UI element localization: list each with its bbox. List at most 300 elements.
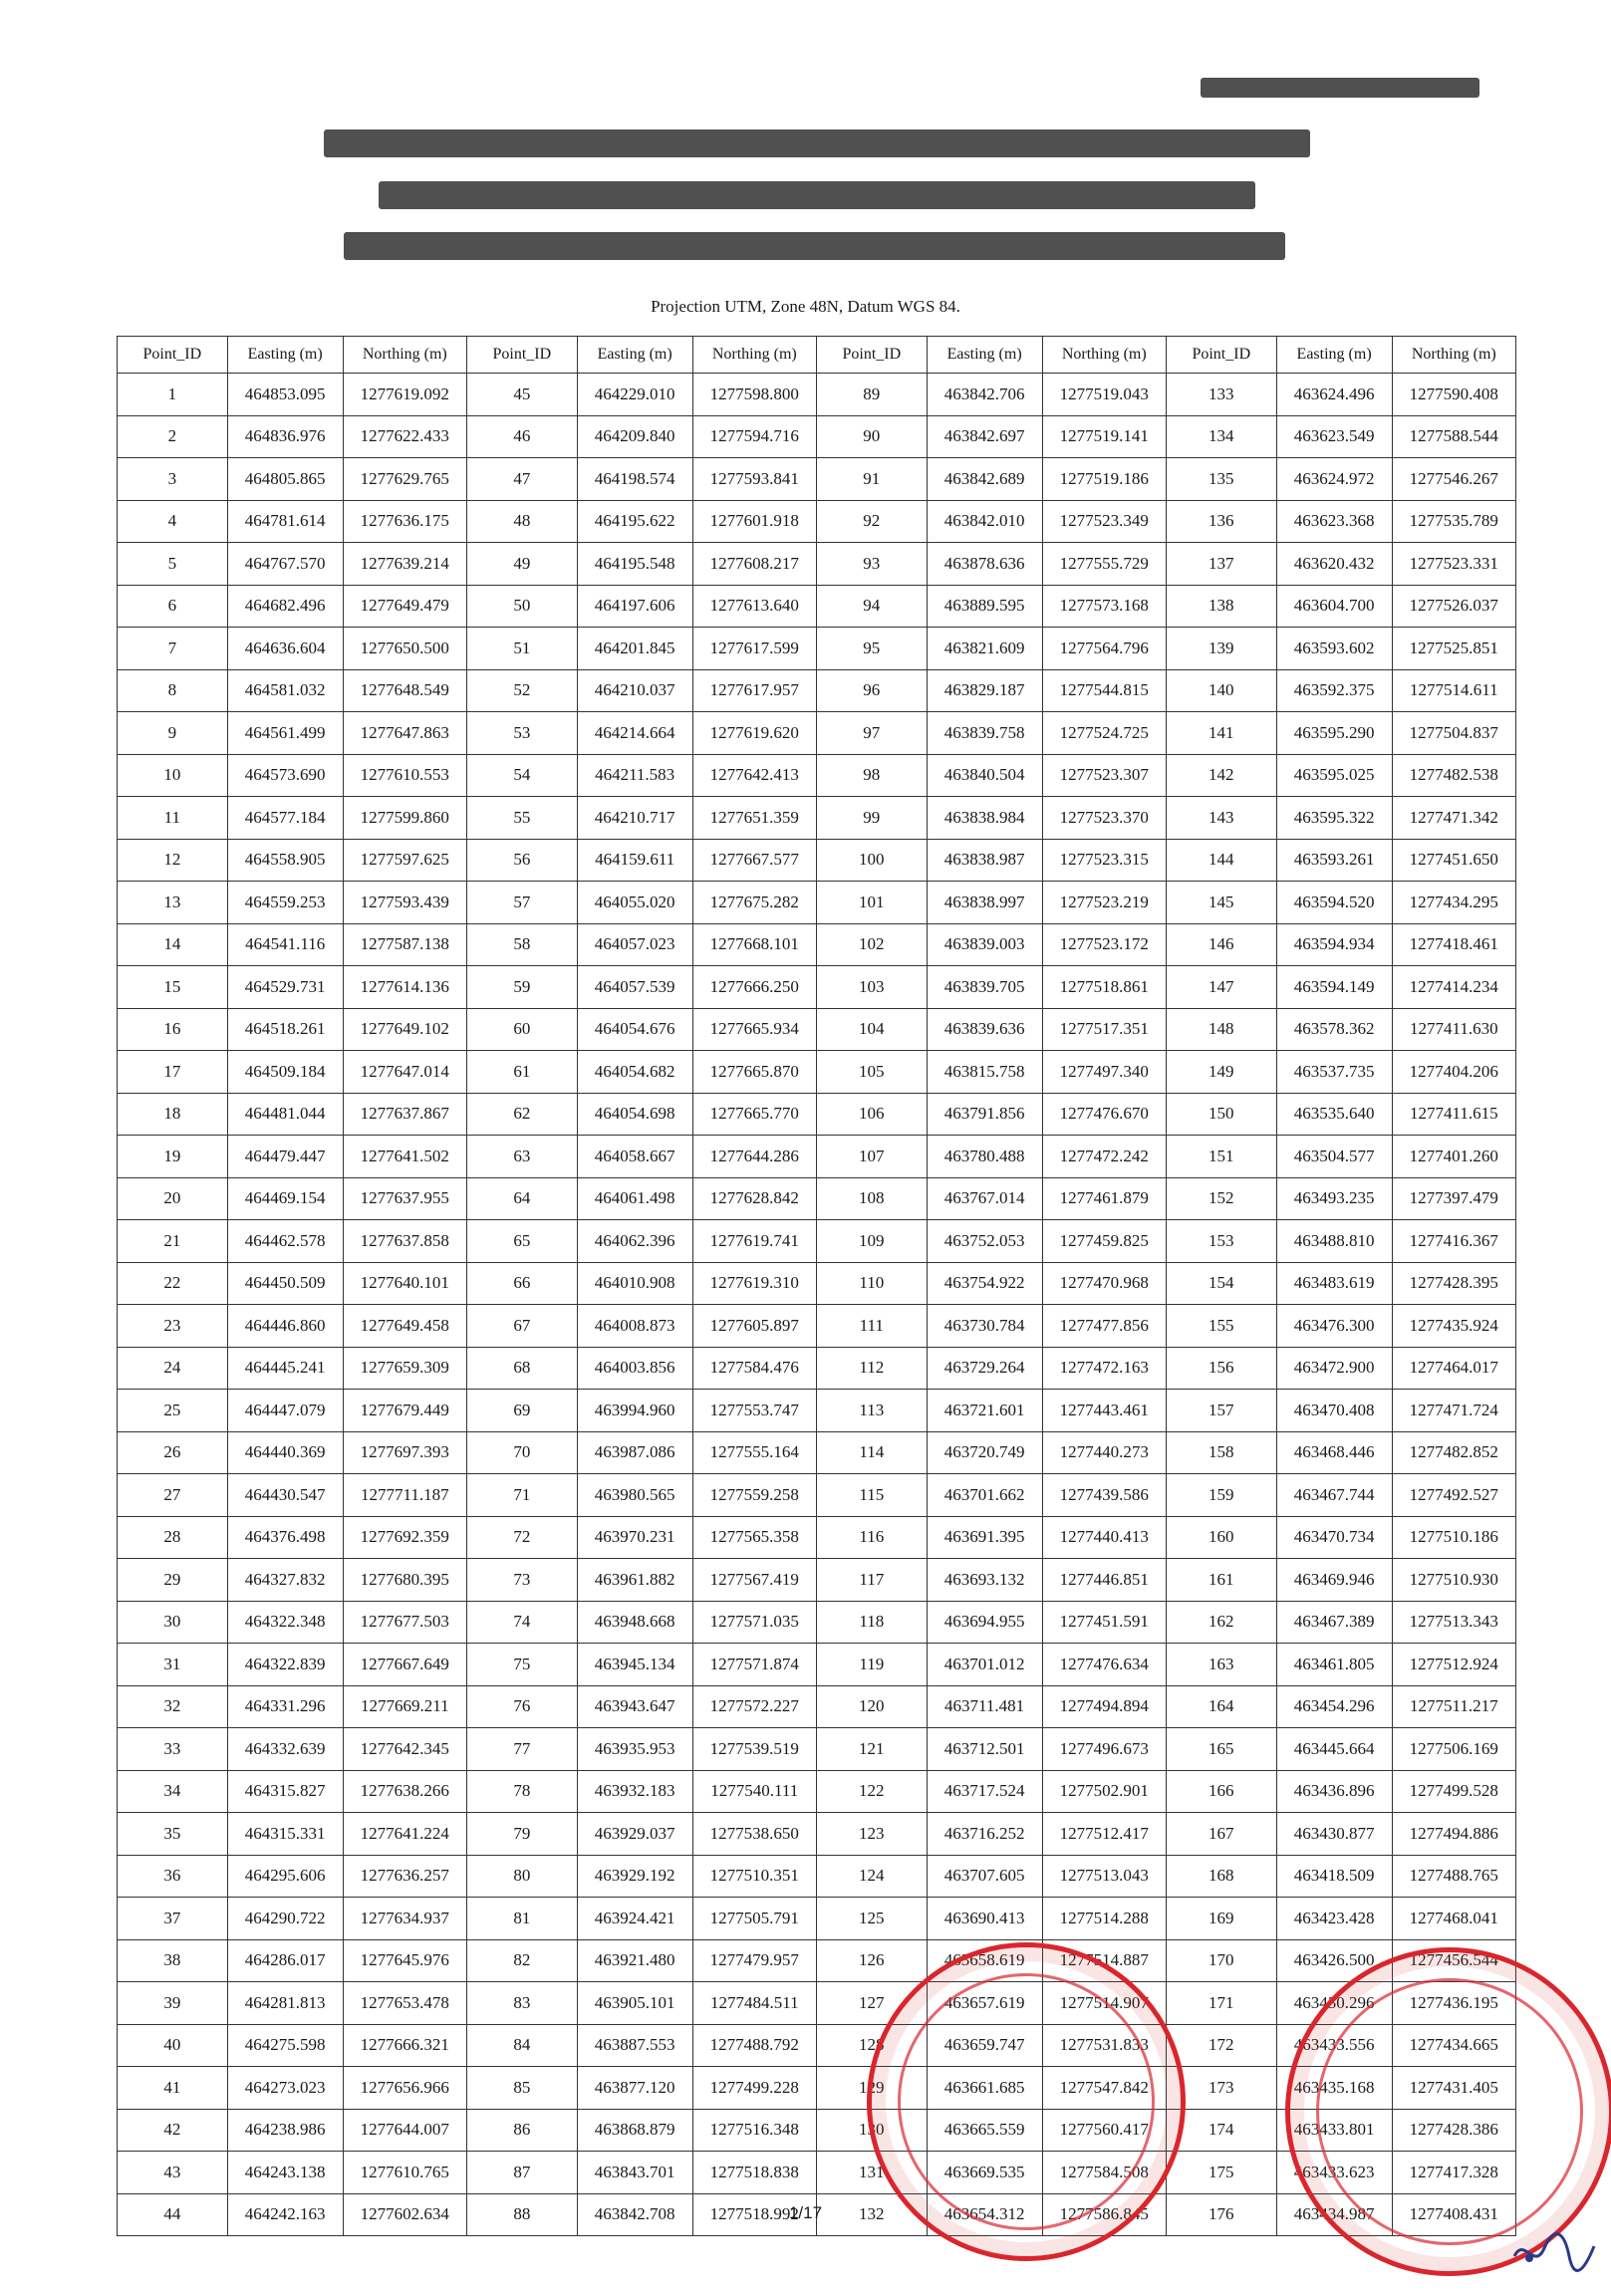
coordinates-table xyxy=(117,336,1516,2236)
table-cell: 110 xyxy=(816,1262,927,1305)
table-cell: 1277669.211 xyxy=(343,1685,466,1728)
table-row xyxy=(118,1390,1516,1432)
table-cell: 1277634.937 xyxy=(343,1898,466,1940)
table-cell: 31 xyxy=(118,1644,228,1686)
table-row xyxy=(118,1093,1516,1136)
table-cell: 1277641.224 xyxy=(343,1813,466,1856)
table-cell: 58 xyxy=(466,923,577,966)
table-cell: 132 xyxy=(816,2193,927,2236)
table-cell: 463970.231 xyxy=(577,1516,692,1559)
table-cell: 9 xyxy=(118,712,228,755)
table-cell: 463839.705 xyxy=(927,966,1042,1009)
table-cell: 1277512.417 xyxy=(1042,1813,1166,1856)
table-cell: 1277511.217 xyxy=(1392,1685,1515,1728)
table-cell: 1277637.955 xyxy=(343,1177,466,1220)
table-cell: 1277499.228 xyxy=(692,2067,816,2110)
table-cell: 85 xyxy=(466,2067,577,2110)
table-cell: 463690.413 xyxy=(927,1898,1042,1940)
table-cell: 463838.984 xyxy=(927,797,1042,840)
table-cell: 1277649.102 xyxy=(343,1008,466,1051)
column-header: Point_ID xyxy=(466,337,577,374)
table-cell: 150 xyxy=(1166,1093,1276,1136)
table-cell: 464242.163 xyxy=(227,2193,343,2236)
table-cell: 125 xyxy=(816,1898,927,1940)
table-cell: 464290.722 xyxy=(227,1898,343,1940)
table-row xyxy=(118,628,1516,670)
table-cell: 463623.368 xyxy=(1276,500,1392,543)
table-cell: 1277622.433 xyxy=(343,415,466,458)
table-cell: 57 xyxy=(466,882,577,924)
table-cell: 463504.577 xyxy=(1276,1136,1392,1178)
table-cell: 68 xyxy=(466,1347,577,1390)
table-cell: 463578.362 xyxy=(1276,1008,1392,1051)
table-cell: 464003.856 xyxy=(577,1347,692,1390)
table-cell: 463595.322 xyxy=(1276,797,1392,840)
table-cell: 464058.667 xyxy=(577,1136,692,1178)
table-cell: 114 xyxy=(816,1431,927,1474)
table-cell: 1277638.266 xyxy=(343,1770,466,1813)
table-cell: 175 xyxy=(1166,2152,1276,2194)
table-row xyxy=(118,1474,1516,1517)
table-cell: 43 xyxy=(118,2152,228,2194)
table-cell: 1277439.586 xyxy=(1042,1474,1166,1517)
table-cell: 1277619.310 xyxy=(692,1262,816,1305)
table-cell: 1277535.789 xyxy=(1392,500,1515,543)
table-cell: 6 xyxy=(118,585,228,628)
table-cell: 1277675.282 xyxy=(692,882,816,924)
table-cell: 115 xyxy=(816,1474,927,1517)
table-cell: 1277610.765 xyxy=(343,2152,466,2194)
table-cell: 463433.623 xyxy=(1276,2152,1392,2194)
table-cell: 463905.101 xyxy=(577,1982,692,2025)
table-cell: 463712.501 xyxy=(927,1728,1042,1771)
table-cell: 120 xyxy=(816,1685,927,1728)
column-header: Northing (m) xyxy=(1392,337,1515,374)
table-cell: 464054.698 xyxy=(577,1093,692,1136)
table-cell: 16 xyxy=(118,1008,228,1051)
table-cell: 1277571.035 xyxy=(692,1601,816,1644)
table-cell: 1277431.405 xyxy=(1392,2067,1515,2110)
table-cell: 464055.020 xyxy=(577,882,692,924)
table-cell: 1277516.348 xyxy=(692,2109,816,2152)
table-cell: 464430.547 xyxy=(227,1474,343,1517)
table-cell: 98 xyxy=(816,754,927,797)
table-cell: 62 xyxy=(466,1093,577,1136)
table-cell: 1277523.307 xyxy=(1042,754,1166,797)
table-cell: 464559.253 xyxy=(227,882,343,924)
table-cell: 1277476.634 xyxy=(1042,1644,1166,1686)
table-cell: 67 xyxy=(466,1305,577,1348)
table-cell: 464295.606 xyxy=(227,1855,343,1898)
table-row xyxy=(118,923,1516,966)
table-cell: 1277617.957 xyxy=(692,669,816,712)
table-cell: 1277510.186 xyxy=(1392,1516,1515,1559)
table-cell: 1277440.273 xyxy=(1042,1431,1166,1474)
table-cell: 1277504.837 xyxy=(1392,712,1515,755)
table-cell: 79 xyxy=(466,1813,577,1856)
table-cell: 168 xyxy=(1166,1855,1276,1898)
table-cell: 463987.086 xyxy=(577,1431,692,1474)
table-cell: 463948.668 xyxy=(577,1601,692,1644)
table-cell: 86 xyxy=(466,2109,577,2152)
table-cell: 1277494.886 xyxy=(1392,1813,1515,1856)
table-cell: 1277472.242 xyxy=(1042,1136,1166,1178)
table-cell: 463658.619 xyxy=(927,1939,1042,1982)
table-cell: 463701.012 xyxy=(927,1644,1042,1686)
table-cell: 464008.873 xyxy=(577,1305,692,1348)
table-cell: 1277538.650 xyxy=(692,1813,816,1856)
table-cell: 464573.690 xyxy=(227,754,343,797)
table-cell: 83 xyxy=(466,1982,577,2025)
table-cell: 463468.446 xyxy=(1276,1431,1392,1474)
table-cell: 463815.758 xyxy=(927,1051,1042,1094)
column-header: Easting (m) xyxy=(927,337,1042,374)
table-cell: 463659.747 xyxy=(927,2024,1042,2067)
table-cell: 1277547.842 xyxy=(1042,2067,1166,2110)
table-cell: 1277645.976 xyxy=(343,1939,466,1982)
table-cell: 28 xyxy=(118,1516,228,1559)
table-cell: 463593.602 xyxy=(1276,628,1392,670)
table-cell: 1277586.845 xyxy=(1042,2193,1166,2236)
table-cell: 33 xyxy=(118,1728,228,1771)
table-cell: 463604.700 xyxy=(1276,585,1392,628)
table-cell: 78 xyxy=(466,1770,577,1813)
table-cell: 173 xyxy=(1166,2067,1276,2110)
table-cell: 464062.396 xyxy=(577,1220,692,1263)
table-cell: 72 xyxy=(466,1516,577,1559)
table-cell: 1277647.014 xyxy=(343,1051,466,1094)
table-cell: 1277477.856 xyxy=(1042,1305,1166,1348)
table-cell: 74 xyxy=(466,1601,577,1644)
table-cell: 464286.017 xyxy=(227,1939,343,1982)
table-row xyxy=(118,882,1516,924)
table-cell: 48 xyxy=(466,500,577,543)
table-cell: 1277456.544 xyxy=(1392,1939,1515,1982)
table-cell: 463694.955 xyxy=(927,1601,1042,1644)
table-row xyxy=(118,754,1516,797)
table-cell: 463943.647 xyxy=(577,1685,692,1728)
table-cell: 463791.856 xyxy=(927,1093,1042,1136)
table-row xyxy=(118,543,1516,586)
table-row xyxy=(118,458,1516,501)
table-cell: 1277484.511 xyxy=(692,1982,816,2025)
table-cell: 463483.619 xyxy=(1276,1262,1392,1305)
table-cell: 1277435.924 xyxy=(1392,1305,1515,1348)
table-cell: 463821.609 xyxy=(927,628,1042,670)
table-cell: 464327.832 xyxy=(227,1559,343,1602)
table-cell: 1277555.164 xyxy=(692,1431,816,1474)
table-cell: 1277649.479 xyxy=(343,585,466,628)
table-cell: 32 xyxy=(118,1685,228,1728)
table-cell: 463691.395 xyxy=(927,1516,1042,1559)
table-cell: 1277434.295 xyxy=(1392,882,1515,924)
table-cell: 1277665.934 xyxy=(692,1008,816,1051)
table-cell: 84 xyxy=(466,2024,577,2067)
table-cell: 51 xyxy=(466,628,577,670)
khmer-annex-note xyxy=(1201,78,1479,98)
khmer-title-line-3 xyxy=(344,232,1285,260)
table-cell: 1277584.476 xyxy=(692,1347,816,1390)
table-cell: 22 xyxy=(118,1262,228,1305)
table-cell: 60 xyxy=(466,1008,577,1051)
table-cell: 1277404.206 xyxy=(1392,1051,1515,1094)
table-cell: 1277514.887 xyxy=(1042,1939,1166,1982)
table-cell: 463461.805 xyxy=(1276,1644,1392,1686)
table-cell: 464561.499 xyxy=(227,712,343,755)
table-cell: 463430.296 xyxy=(1276,1982,1392,2025)
table-cell: 1277472.163 xyxy=(1042,1347,1166,1390)
table-cell: 463780.488 xyxy=(927,1136,1042,1178)
table-cell: 464201.845 xyxy=(577,628,692,670)
table-cell: 126 xyxy=(816,1939,927,1982)
table-cell: 1277649.458 xyxy=(343,1305,466,1348)
table-cell: 141 xyxy=(1166,712,1276,755)
table-cell: 1277598.800 xyxy=(692,374,816,416)
table-row xyxy=(118,1813,1516,1856)
table-cell: 153 xyxy=(1166,1220,1276,1263)
table-cell: 118 xyxy=(816,1601,927,1644)
table-cell: 1277428.395 xyxy=(1392,1262,1515,1305)
table-cell: 2 xyxy=(118,415,228,458)
table-cell: 171 xyxy=(1166,1982,1276,2025)
table-row xyxy=(118,374,1516,416)
table-cell: 50 xyxy=(466,585,577,628)
table-cell: 1277502.901 xyxy=(1042,1770,1166,1813)
table-cell: 463842.697 xyxy=(927,415,1042,458)
table-cell: 464518.261 xyxy=(227,1008,343,1051)
table-cell: 463701.662 xyxy=(927,1474,1042,1517)
table-cell: 54 xyxy=(466,754,577,797)
table-cell: 1277588.544 xyxy=(1392,415,1515,458)
table-row xyxy=(118,1051,1516,1094)
table-cell: 463418.509 xyxy=(1276,1855,1392,1898)
table-cell: 1277617.599 xyxy=(692,628,816,670)
table-cell: 463717.524 xyxy=(927,1770,1042,1813)
table-cell: 464197.606 xyxy=(577,585,692,628)
table-cell: 464581.032 xyxy=(227,669,343,712)
table-cell: 92 xyxy=(816,500,927,543)
table-cell: 1277697.393 xyxy=(343,1431,466,1474)
table-cell: 464209.840 xyxy=(577,415,692,458)
table-cell: 116 xyxy=(816,1516,927,1559)
table-cell: 1277408.431 xyxy=(1392,2193,1515,2236)
table-cell: 463711.481 xyxy=(927,1685,1042,1728)
table-cell: 464238.986 xyxy=(227,2109,343,2152)
table-cell: 1277651.359 xyxy=(692,797,816,840)
table-cell: 105 xyxy=(816,1051,927,1094)
table-cell: 37 xyxy=(118,1898,228,1940)
table-cell: 463980.565 xyxy=(577,1474,692,1517)
table-cell: 1277584.508 xyxy=(1042,2152,1166,2194)
table-cell: 41 xyxy=(118,2067,228,2110)
table-cell: 1277397.479 xyxy=(1392,1177,1515,1220)
table-cell: 463594.520 xyxy=(1276,882,1392,924)
table-cell: 1277499.528 xyxy=(1392,1770,1515,1813)
table-cell: 1277553.747 xyxy=(692,1390,816,1432)
table-row xyxy=(118,1898,1516,1940)
table-row xyxy=(118,1685,1516,1728)
table-cell: 464529.731 xyxy=(227,966,343,1009)
table-row xyxy=(118,1431,1516,1474)
table-cell: 463729.264 xyxy=(927,1347,1042,1390)
table-cell: 464469.154 xyxy=(227,1177,343,1220)
table-cell: 1277602.634 xyxy=(343,2193,466,2236)
table-cell: 20 xyxy=(118,1177,228,1220)
table-cell: 1277544.815 xyxy=(1042,669,1166,712)
table-cell: 1277667.649 xyxy=(343,1644,466,1686)
table-cell: 162 xyxy=(1166,1601,1276,1644)
table-cell: 1277559.258 xyxy=(692,1474,816,1517)
table-cell: 463716.252 xyxy=(927,1813,1042,1856)
table-cell: 463435.168 xyxy=(1276,2067,1392,2110)
table-cell: 134 xyxy=(1166,415,1276,458)
table-cell: 130 xyxy=(816,2109,927,2152)
table-cell: 1277640.101 xyxy=(343,1262,466,1305)
table-cell: 1277518.992 xyxy=(692,2193,816,2236)
table-cell: 75 xyxy=(466,1644,577,1686)
khmer-title-line-1 xyxy=(324,129,1310,157)
table-cell: 1277464.017 xyxy=(1392,1347,1515,1390)
table-cell: 1277636.257 xyxy=(343,1855,466,1898)
table-cell: 463889.595 xyxy=(927,585,1042,628)
table-cell: 1277434.665 xyxy=(1392,2024,1515,2067)
table-cell: 464054.676 xyxy=(577,1008,692,1051)
table-cell: 464462.578 xyxy=(227,1220,343,1263)
table-cell: 63 xyxy=(466,1136,577,1178)
table-cell: 464636.604 xyxy=(227,628,343,670)
table-cell: 44 xyxy=(118,2193,228,2236)
table-cell: 464054.682 xyxy=(577,1051,692,1094)
table-cell: 1277488.765 xyxy=(1392,1855,1515,1898)
table-cell: 463620.432 xyxy=(1276,543,1392,586)
table-cell: 1277523.331 xyxy=(1392,543,1515,586)
table-cell: 1277526.037 xyxy=(1392,585,1515,628)
table-cell: 1277488.792 xyxy=(692,2024,816,2067)
table-cell: 119 xyxy=(816,1644,927,1686)
table-cell: 463842.708 xyxy=(577,2193,692,2236)
table-cell: 154 xyxy=(1166,1262,1276,1305)
table-cell: 1277619.620 xyxy=(692,712,816,755)
table-cell: 108 xyxy=(816,1177,927,1220)
table-cell: 464229.010 xyxy=(577,374,692,416)
table-cell: 463657.619 xyxy=(927,1982,1042,2025)
table-cell: 463593.261 xyxy=(1276,839,1392,882)
table-cell: 463661.685 xyxy=(927,2067,1042,2110)
table-cell: 167 xyxy=(1166,1813,1276,1856)
table-row xyxy=(118,1305,1516,1348)
table-cell: 12 xyxy=(118,839,228,882)
table-cell: 463470.408 xyxy=(1276,1390,1392,1432)
table-cell: 59 xyxy=(466,966,577,1009)
table-cell: 1277505.791 xyxy=(692,1898,816,1940)
table-cell: 104 xyxy=(816,1008,927,1051)
table-cell: 463839.758 xyxy=(927,712,1042,755)
table-row xyxy=(118,1516,1516,1559)
table-cell: 463887.553 xyxy=(577,2024,692,2067)
table-cell: 148 xyxy=(1166,1008,1276,1051)
column-header: Northing (m) xyxy=(692,337,816,374)
table-cell: 1277668.101 xyxy=(692,923,816,966)
column-header: Northing (m) xyxy=(343,337,466,374)
table-cell: 1277416.367 xyxy=(1392,1220,1515,1263)
table-cell: 463945.134 xyxy=(577,1644,692,1686)
table-cell: 1277440.413 xyxy=(1042,1516,1166,1559)
table-cell: 1277619.092 xyxy=(343,374,466,416)
table-cell: 95 xyxy=(816,628,927,670)
table-cell: 66 xyxy=(466,1262,577,1305)
table-cell: 1277639.214 xyxy=(343,543,466,586)
table-cell: 30 xyxy=(118,1601,228,1644)
table-cell: 102 xyxy=(816,923,927,966)
table-cell: 463594.934 xyxy=(1276,923,1392,966)
table-cell: 1277539.519 xyxy=(692,1728,816,1771)
table-cell: 1 xyxy=(118,374,228,416)
table-cell: 1277647.863 xyxy=(343,712,466,755)
table-cell: 463594.149 xyxy=(1276,966,1392,1009)
table-cell: 1277436.195 xyxy=(1392,1982,1515,2025)
table-cell: 463488.810 xyxy=(1276,1220,1392,1263)
table-row xyxy=(118,500,1516,543)
table-cell: 1277468.041 xyxy=(1392,1898,1515,1940)
table-cell: 1277653.478 xyxy=(343,1982,466,2025)
table-row xyxy=(118,585,1516,628)
table-cell: 1277555.729 xyxy=(1042,543,1166,586)
table-cell: 135 xyxy=(1166,458,1276,501)
table-cell: 463720.749 xyxy=(927,1431,1042,1474)
table-cell: 169 xyxy=(1166,1898,1276,1940)
column-header: Easting (m) xyxy=(227,337,343,374)
table-cell: 139 xyxy=(1166,628,1276,670)
table-cell: 463932.183 xyxy=(577,1770,692,1813)
table-cell: 1277667.577 xyxy=(692,839,816,882)
table-cell: 463595.290 xyxy=(1276,712,1392,755)
table-cell: 463423.428 xyxy=(1276,1898,1392,1940)
table-cell: 1277446.851 xyxy=(1042,1559,1166,1602)
table-cell: 151 xyxy=(1166,1136,1276,1178)
table-cell: 463924.421 xyxy=(577,1898,692,1940)
table-cell: 463839.003 xyxy=(927,923,1042,966)
table-cell: 464315.827 xyxy=(227,1770,343,1813)
table-cell: 160 xyxy=(1166,1516,1276,1559)
table-cell: 172 xyxy=(1166,2024,1276,2067)
table-cell: 1277677.503 xyxy=(343,1601,466,1644)
table-cell: 1277540.111 xyxy=(692,1770,816,1813)
table-cell: 136 xyxy=(1166,500,1276,543)
table-cell: 65 xyxy=(466,1220,577,1263)
table-cell: 73 xyxy=(466,1559,577,1602)
table-cell: 176 xyxy=(1166,2193,1276,2236)
table-cell: 1277637.858 xyxy=(343,1220,466,1263)
table-cell: 166 xyxy=(1166,1770,1276,1813)
khmer-title-line-2 xyxy=(379,181,1255,209)
table-cell: 3 xyxy=(118,458,228,501)
table-cell: 1277523.349 xyxy=(1042,500,1166,543)
table-cell: 1277451.591 xyxy=(1042,1601,1166,1644)
table-cell: 464057.539 xyxy=(577,966,692,1009)
table-cell: 133 xyxy=(1166,374,1276,416)
table-cell: 1277524.725 xyxy=(1042,712,1166,755)
table-row xyxy=(118,1728,1516,1771)
table-cell: 464322.839 xyxy=(227,1644,343,1686)
table-cell: 96 xyxy=(816,669,927,712)
table-cell: 69 xyxy=(466,1390,577,1432)
table-cell: 109 xyxy=(816,1220,927,1263)
table-cell: 463470.734 xyxy=(1276,1516,1392,1559)
table-cell: 39 xyxy=(118,1982,228,2025)
table-cell: 124 xyxy=(816,1855,927,1898)
table-cell: 90 xyxy=(816,415,927,458)
table-cell: 111 xyxy=(816,1305,927,1348)
